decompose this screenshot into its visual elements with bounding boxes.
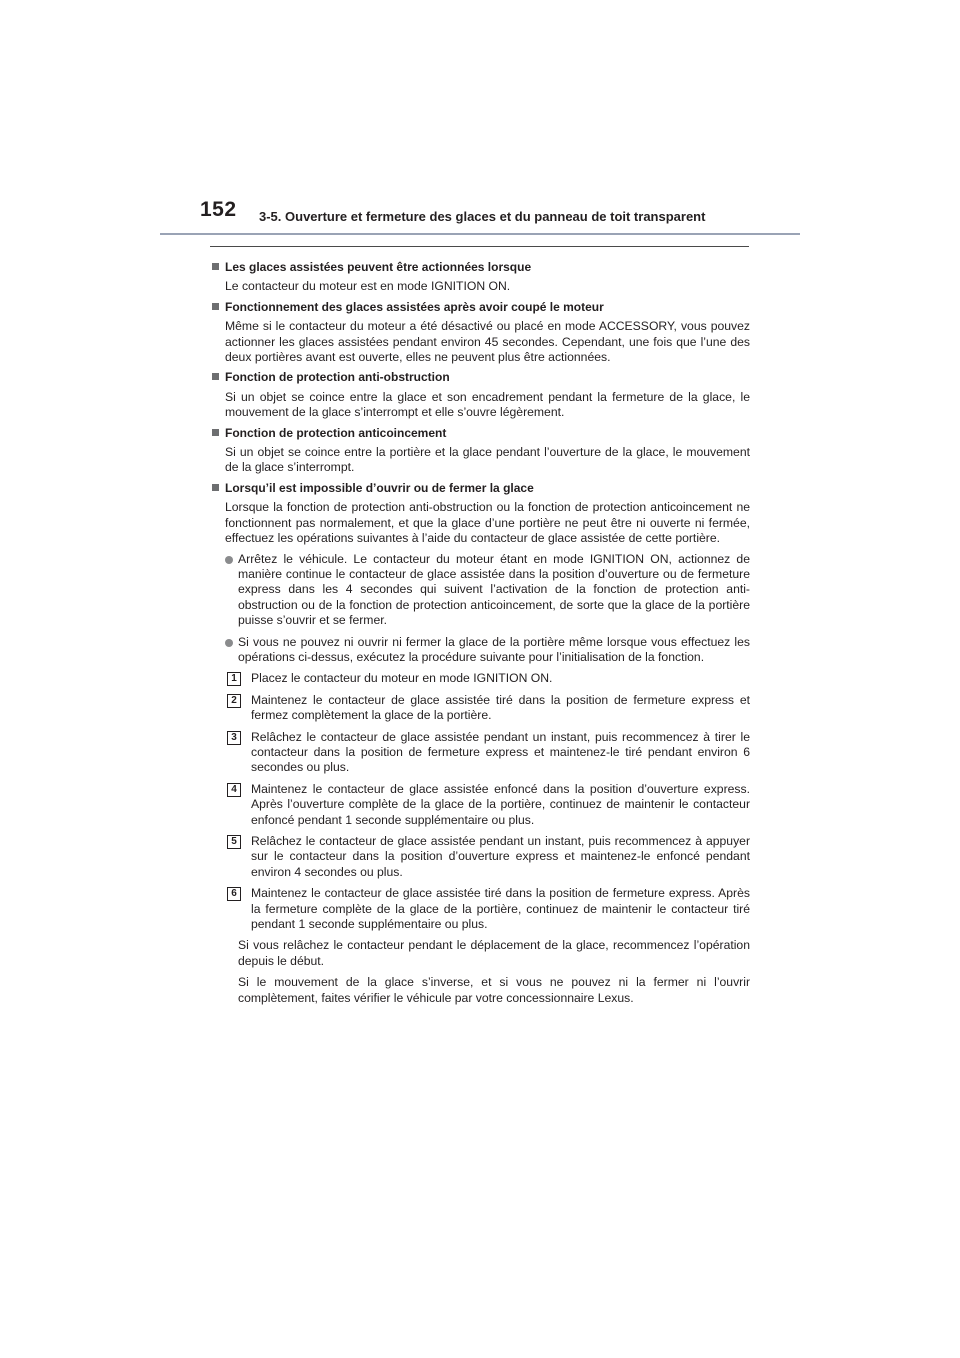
section-square-icon	[212, 484, 219, 491]
step-item	[227, 782, 750, 828]
section-text: Même si le contacteur du moteur a été désactivé ou placé en mode ACCESSORY, vous pouvez actionner les glaces assistées pendant environ 45 secondes. Cependant, une fois que l’une des deux portières avant est ouverte, elles ne peuvent plus être actionnées.	[225, 319, 750, 365]
section-square-icon	[212, 263, 219, 270]
content-divider	[210, 246, 749, 247]
section-title: 3-5. Ouverture et fermeture des glaces et du panneau de toit transparent	[259, 209, 706, 224]
note-text: Si vous relâchez le contacteur pendant le déplacement de la glace, recommencez l’opération depuis le début.	[238, 938, 750, 968]
section-anti-pinch	[212, 426, 750, 476]
section-text: Si un objet se coince entre la glace et son encadrement pendant la fermeture de la glace, le mouvement de la glace s’interrompt et elle s’ouvre légèrement.	[225, 389, 750, 420]
section-square-icon	[212, 429, 219, 436]
step-number-badge: 1	[227, 672, 241, 686]
section-after-engine-off	[212, 300, 750, 366]
step-number-badge: 3	[227, 731, 241, 745]
section-text: Le contacteur du moteur est en mode IGNITION ON.	[225, 279, 511, 294]
step-item	[227, 834, 750, 880]
page-content	[212, 258, 750, 1012]
bullet-text: Si vous ne pouvez ni ouvrir ni fermer la glace de la portière même lorsque vous effectuez les opérations ci-dessus, exécutez la procédure suivante pour l’initialisation de la fonction.	[238, 634, 750, 664]
section-when-operable	[212, 260, 750, 295]
header-divider	[160, 233, 800, 235]
note-text: Si le mouvement de la glace s’inverse, et si vous ne pouvez ni la fermer ni l’ouvrir complètement, faites vérifier le véhicule par votre concessionnaire Lexus.	[238, 975, 750, 1005]
section-anti-obstruction	[212, 370, 750, 420]
bullet-dot-icon	[225, 639, 233, 647]
step-item	[227, 671, 750, 686]
step-text: Relâchez le contacteur de glace assistée pendant un instant, puis recommencez à appuyer sur le contacteur dans la position d’ouverture express et maintenez-le enfoncé pendant environ 4 secondes ou plus.	[251, 834, 750, 879]
bullet-item	[225, 635, 750, 666]
page-header	[0, 0, 960, 240]
step-item	[227, 886, 750, 932]
step-number-badge: 6	[227, 887, 241, 901]
bullet-text: Arrêtez le véhicule. Le contacteur du moteur étant en mode IGNITION ON, actionnez de manière continue le contacteur de glace assistée dans la position d’ouverture ou de fermeture express dans les 4 secondes qui suivent l’activation de la fonction de protection anti-obstruction ou de la fonction de protection anticoincement, de sorte que la glace de la portière puisse s’ouvrir et se fermer.	[238, 551, 750, 628]
step-text: Maintenez le contacteur de glace assistée enfoncé dans la position d’ouverture express. Après l’ouverture complète de la glace de la portière, continuez de maintenir le contacteur enfoncé pendant 1 seconde supplémentaire ou plus.	[251, 781, 750, 827]
section-text: Lorsque la fonction de protection anti-obstruction ou la fonction de protection anticoincement ne fonctionnent pas normalement, et que la glace d’une portière ne peut être ni ouverte ni fermée, effectuez les opérations suivantes à l’aide du contacteur de glace assistée de cette portière.	[225, 500, 750, 546]
section-cannot-open-close	[212, 481, 750, 1006]
step-text: Maintenez le contacteur de glace assistée tiré dans la position de fermeture express. Après la fermeture complète de la glace de la portière, continuez de maintenir le contacteur tiré pendant 1 seconde supplémentaire ou plus.	[251, 886, 750, 932]
section-text: Si un objet se coince entre la portière et la glace pendant l’ouverture de la glace, le mouvement de la glace s’interrompt.	[225, 445, 750, 475]
step-item	[227, 693, 750, 724]
section-square-icon	[212, 373, 219, 380]
step-text: Placez le contacteur du moteur en mode IGNITION ON.	[251, 671, 553, 686]
step-number-badge: 2	[227, 694, 241, 708]
section-square-icon	[212, 303, 219, 310]
section-heading: Fonctionnement des glaces assistées après avoir coupé le moteur	[225, 299, 604, 314]
page-number: 152	[200, 198, 237, 221]
bullet-dot-icon	[225, 556, 233, 564]
section-heading: Lorsqu’il est impossible d’ouvrir ou de fermer la glace	[225, 480, 534, 495]
step-text: Maintenez le contacteur de glace assistée tiré dans la position de fermeture express et fermez complètement la glace de la portière.	[251, 692, 750, 723]
section-heading: Fonction de protection anti-obstruction	[225, 370, 450, 385]
section-heading: Les glaces assistées peuvent être actionnées lorsque	[225, 260, 532, 274]
step-number-badge: 5	[227, 835, 241, 849]
step-item	[227, 730, 750, 776]
section-heading: Fonction de protection anticoincement	[225, 425, 447, 440]
bullet-item	[225, 552, 750, 629]
step-number-badge: 4	[227, 783, 241, 797]
step-text: Relâchez le contacteur de glace assistée pendant un instant, puis recommencez à tirer le contacteur dans la position de fermeture express et maintenez-le tiré pendant environ 6 secondes ou plus.	[251, 729, 750, 775]
